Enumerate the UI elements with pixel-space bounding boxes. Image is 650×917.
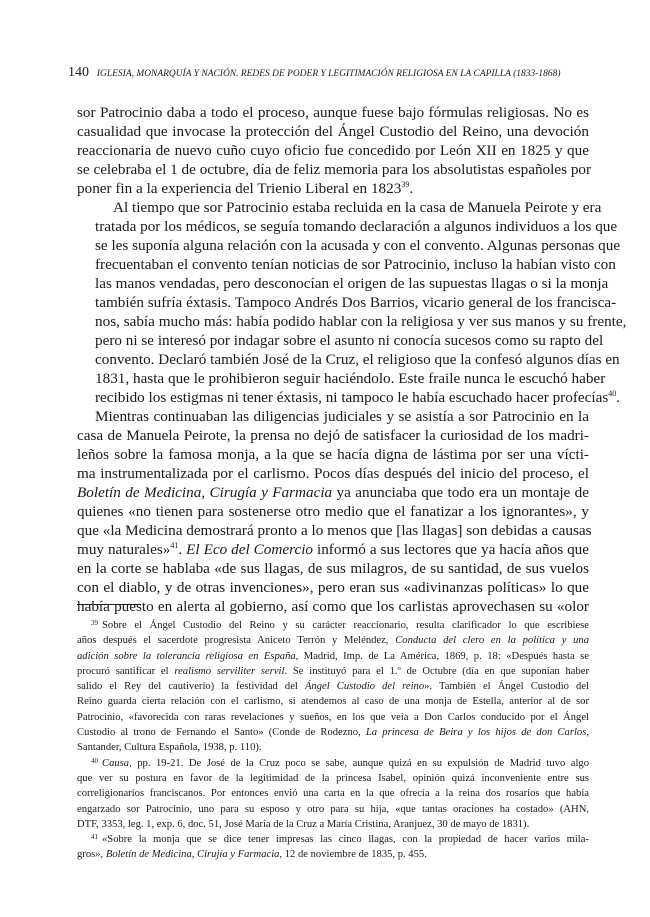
footnote-number: 39 bbox=[91, 619, 98, 627]
text-line: que «la Medicina demostrará pronto a lo menos que [las llagas] son debidas a causas bbox=[77, 522, 592, 539]
text-line: frecuentaban el convento tenían noticias de sor Patrocinio, incluso la habían visto con bbox=[95, 256, 616, 273]
text-line: se celebraba el 1 de octubre, día de feliz memoria para los absolutistas españoles por bbox=[77, 161, 592, 178]
text-line: recibido los estigmas ni tener éxtasis, ni tampoco le había escuchado hacer profecías$^{40}$. bbox=[95, 389, 621, 406]
footnote-line: Reino guarda cierta relación con el carlismo, si atendemos al caso de una monja de Estella, anterior al de sor bbox=[77, 696, 589, 708]
text-line: convento. Declaró también José de la Cruz, el religioso que la confesó algunos días en bbox=[95, 351, 620, 368]
footnote-line: $^{41}$ «Sobre la monja que se dice tener impresas las cinco llagas, con la propiedad de hacer varios mila- bbox=[91, 833, 589, 846]
footnote-line: que ver su postura en favor de la legitimidad de la princesa Isabel, opinión quizá inconveniente entre sus bbox=[77, 772, 589, 784]
footnote-40 bbox=[77, 756, 589, 832]
page-number: 140 bbox=[68, 65, 89, 80]
footnote-number: 41 bbox=[91, 833, 98, 842]
footnote-line: procuró santificar el realismo serviliter servil. Se instituyó para el 1.º de Octubre (día en que suponían haber bbox=[77, 665, 590, 677]
journal-title: Boletín de Medicina, Cirugía y Farmacia bbox=[77, 484, 333, 501]
text-line: Al tiempo que sor Patrocinio estaba recluida en la casa de Manuela Peirote y era bbox=[113, 199, 602, 216]
text-line: sor Patrocinio daba a todo el proceso, aunque fuese bajo fórmulas religiosas. No es bbox=[77, 104, 589, 121]
text-line: muy naturales»$^{41}$. El Eco del Comercio informó a sus lectores que ya hacía años que bbox=[77, 541, 590, 558]
footnote-number: 40 bbox=[91, 756, 98, 765]
footnote-line: correligionarios franciscanos. Por entonces envió una carta en la que ofrecía a la reina dos rosarios que había bbox=[77, 788, 589, 800]
footnote-ref-39[interactable]: 39 bbox=[401, 180, 410, 189]
text-line: nos, sabía mucho más: había podido hablar con la religiosa y ver sus manos y su frente, bbox=[95, 313, 627, 330]
footnote-line: salido el Rey del cautiverio) la festividad del Ángel Custodio del reino». También el Ángel Custodio del bbox=[77, 681, 589, 693]
text-line: Mientras continuaban las diligencias judiciales y se asistía a sor Patrocinio en la bbox=[95, 408, 589, 425]
footnote-line: Custodio al trono de Fernando el Santo» (Conde de Rodezno, La princesa de Beira y los hijos de don Carlos, bbox=[77, 727, 589, 739]
footnote-ref-41[interactable]: 41 bbox=[170, 541, 179, 550]
running-title: IGLESIA, MONARQUÍA Y NACIÓN. REDES DE PODER Y LEGITIMACIÓN RELIGIOSA EN LA CAPILLA (1833-1868) bbox=[96, 69, 561, 79]
text-line: casualidad que invocase la protección del Ángel Custodio del Reino, una devoción bbox=[77, 123, 589, 140]
newspaper-title: El Eco del Comercio bbox=[186, 541, 314, 558]
text-line: reaccionaria de nuevo cuño cuyo oficio fue concedido por León XII en 1825 y que bbox=[77, 142, 589, 159]
text-line: había puesto en alerta al gobierno, así como que los carlistas aprovechasen su «olor bbox=[77, 598, 589, 615]
text-line: las manos vendadas, pero desconocían el origen de las supuestas llagas o si la monja bbox=[95, 275, 609, 292]
text-line: Boletín de Medicina, Cirugía y Farmacia ya anunciaba que todo era un montaje de bbox=[77, 484, 590, 501]
text-line: también sufría éxtasis. Tampoco Andrés Dos Barrios, vicario general de los francisca- bbox=[95, 294, 617, 311]
footnote-line: $^{39}$ Sobre el Ángel Custodio del Reino y su carácter reaccionario, resulta clarificador lo que escribiese bbox=[91, 619, 589, 631]
footnote-line: adición sobre la tolerancia religiosa en España, Madrid, Imp. de La América, 1869, p. 18: «Después hasta se bbox=[77, 650, 589, 662]
text-line: quienes «no tienen para sostenerse otro medio que el fanatizar a los ignorantes», y bbox=[77, 503, 589, 520]
paragraph-2 bbox=[77, 198, 627, 407]
text-line: tratada por los médicos, se seguía tomando declaración a algunos individuos a los que bbox=[95, 218, 618, 235]
footnote-line: años después el sacerdote progresista Aniceto Terrón y Meléndez, Conducta del clero en la política y una bbox=[77, 635, 590, 647]
footnote-line: $^{40}$ Causa, pp. 19-21. De José de la Cruz poco se sabe, aunque quizá en su expulsión de Madrid tuvo algo bbox=[91, 756, 589, 769]
text-line: casa de Manuela Peirote, la prensa no dejó de satisfacer la curiosidad de los madri- bbox=[77, 427, 589, 444]
footnote-line: DTF, 3353, leg. 1, exp. 6, doc. 51, José María de la Cruz a María Cristina, Aranjuez, 30 de mayo de 1831). bbox=[77, 818, 530, 830]
footnote-39 bbox=[77, 618, 589, 756]
main-text bbox=[77, 103, 627, 616]
footnote-divider bbox=[77, 604, 141, 605]
footnote-41 bbox=[77, 832, 589, 863]
paragraph-3 bbox=[77, 407, 592, 616]
footnote-line: Santander, Cultura Española, 1938, p. 110). bbox=[77, 742, 262, 754]
text-line: en la corte se hablaba «de sus llagas, de sus milagros, de su santidad, de sus vuelos bbox=[77, 560, 589, 577]
footnote-line: Patrocinio, «favorecida con raras revelaciones y sueños, en los que veía a Don Carlos conducido por el Ángel bbox=[77, 711, 589, 723]
footnote-line: engarzado sor Patrocinio, uno para su esposo y otro para su hija, «que tantas oraciones ha costado» (AHN, bbox=[77, 803, 589, 815]
text-line: ma instrumentalizada por el carlismo. Pocos días después del inicio del proceso, el bbox=[77, 465, 589, 482]
text-line: se les suponía alguna relación con la acusada y con el convento. Algunas personas que bbox=[95, 237, 621, 254]
running-head bbox=[68, 66, 588, 81]
text-line: poner fin a la experiencia del Trienio Liberal en 1823$^{39}$. bbox=[77, 180, 414, 197]
text-line: pero ni se interesó por indagar sobre el asunto ni conocía sucesos como su rapto del bbox=[95, 332, 604, 349]
paragraph-1 bbox=[77, 103, 592, 198]
text-line: con el diablo, y de otras invenciones», pero eran sus «adivinanzas políticas» lo que bbox=[77, 579, 589, 596]
text-line: 1831, hasta que le prohibieron seguir haciéndolo. Este fraile nunca le escuchó haber bbox=[95, 370, 606, 387]
text-line: leños sobre la famosa monja, a la que se hacía digna de lástima por ser una vícti- bbox=[77, 446, 589, 463]
footnote-line: gros», Boletín de Medicina, Cirujía y Farmacia, 12 de noviembre de 1835, p. 455. bbox=[77, 849, 427, 861]
footnotes bbox=[77, 618, 589, 863]
footnote-ref-40[interactable]: 40 bbox=[608, 389, 617, 398]
